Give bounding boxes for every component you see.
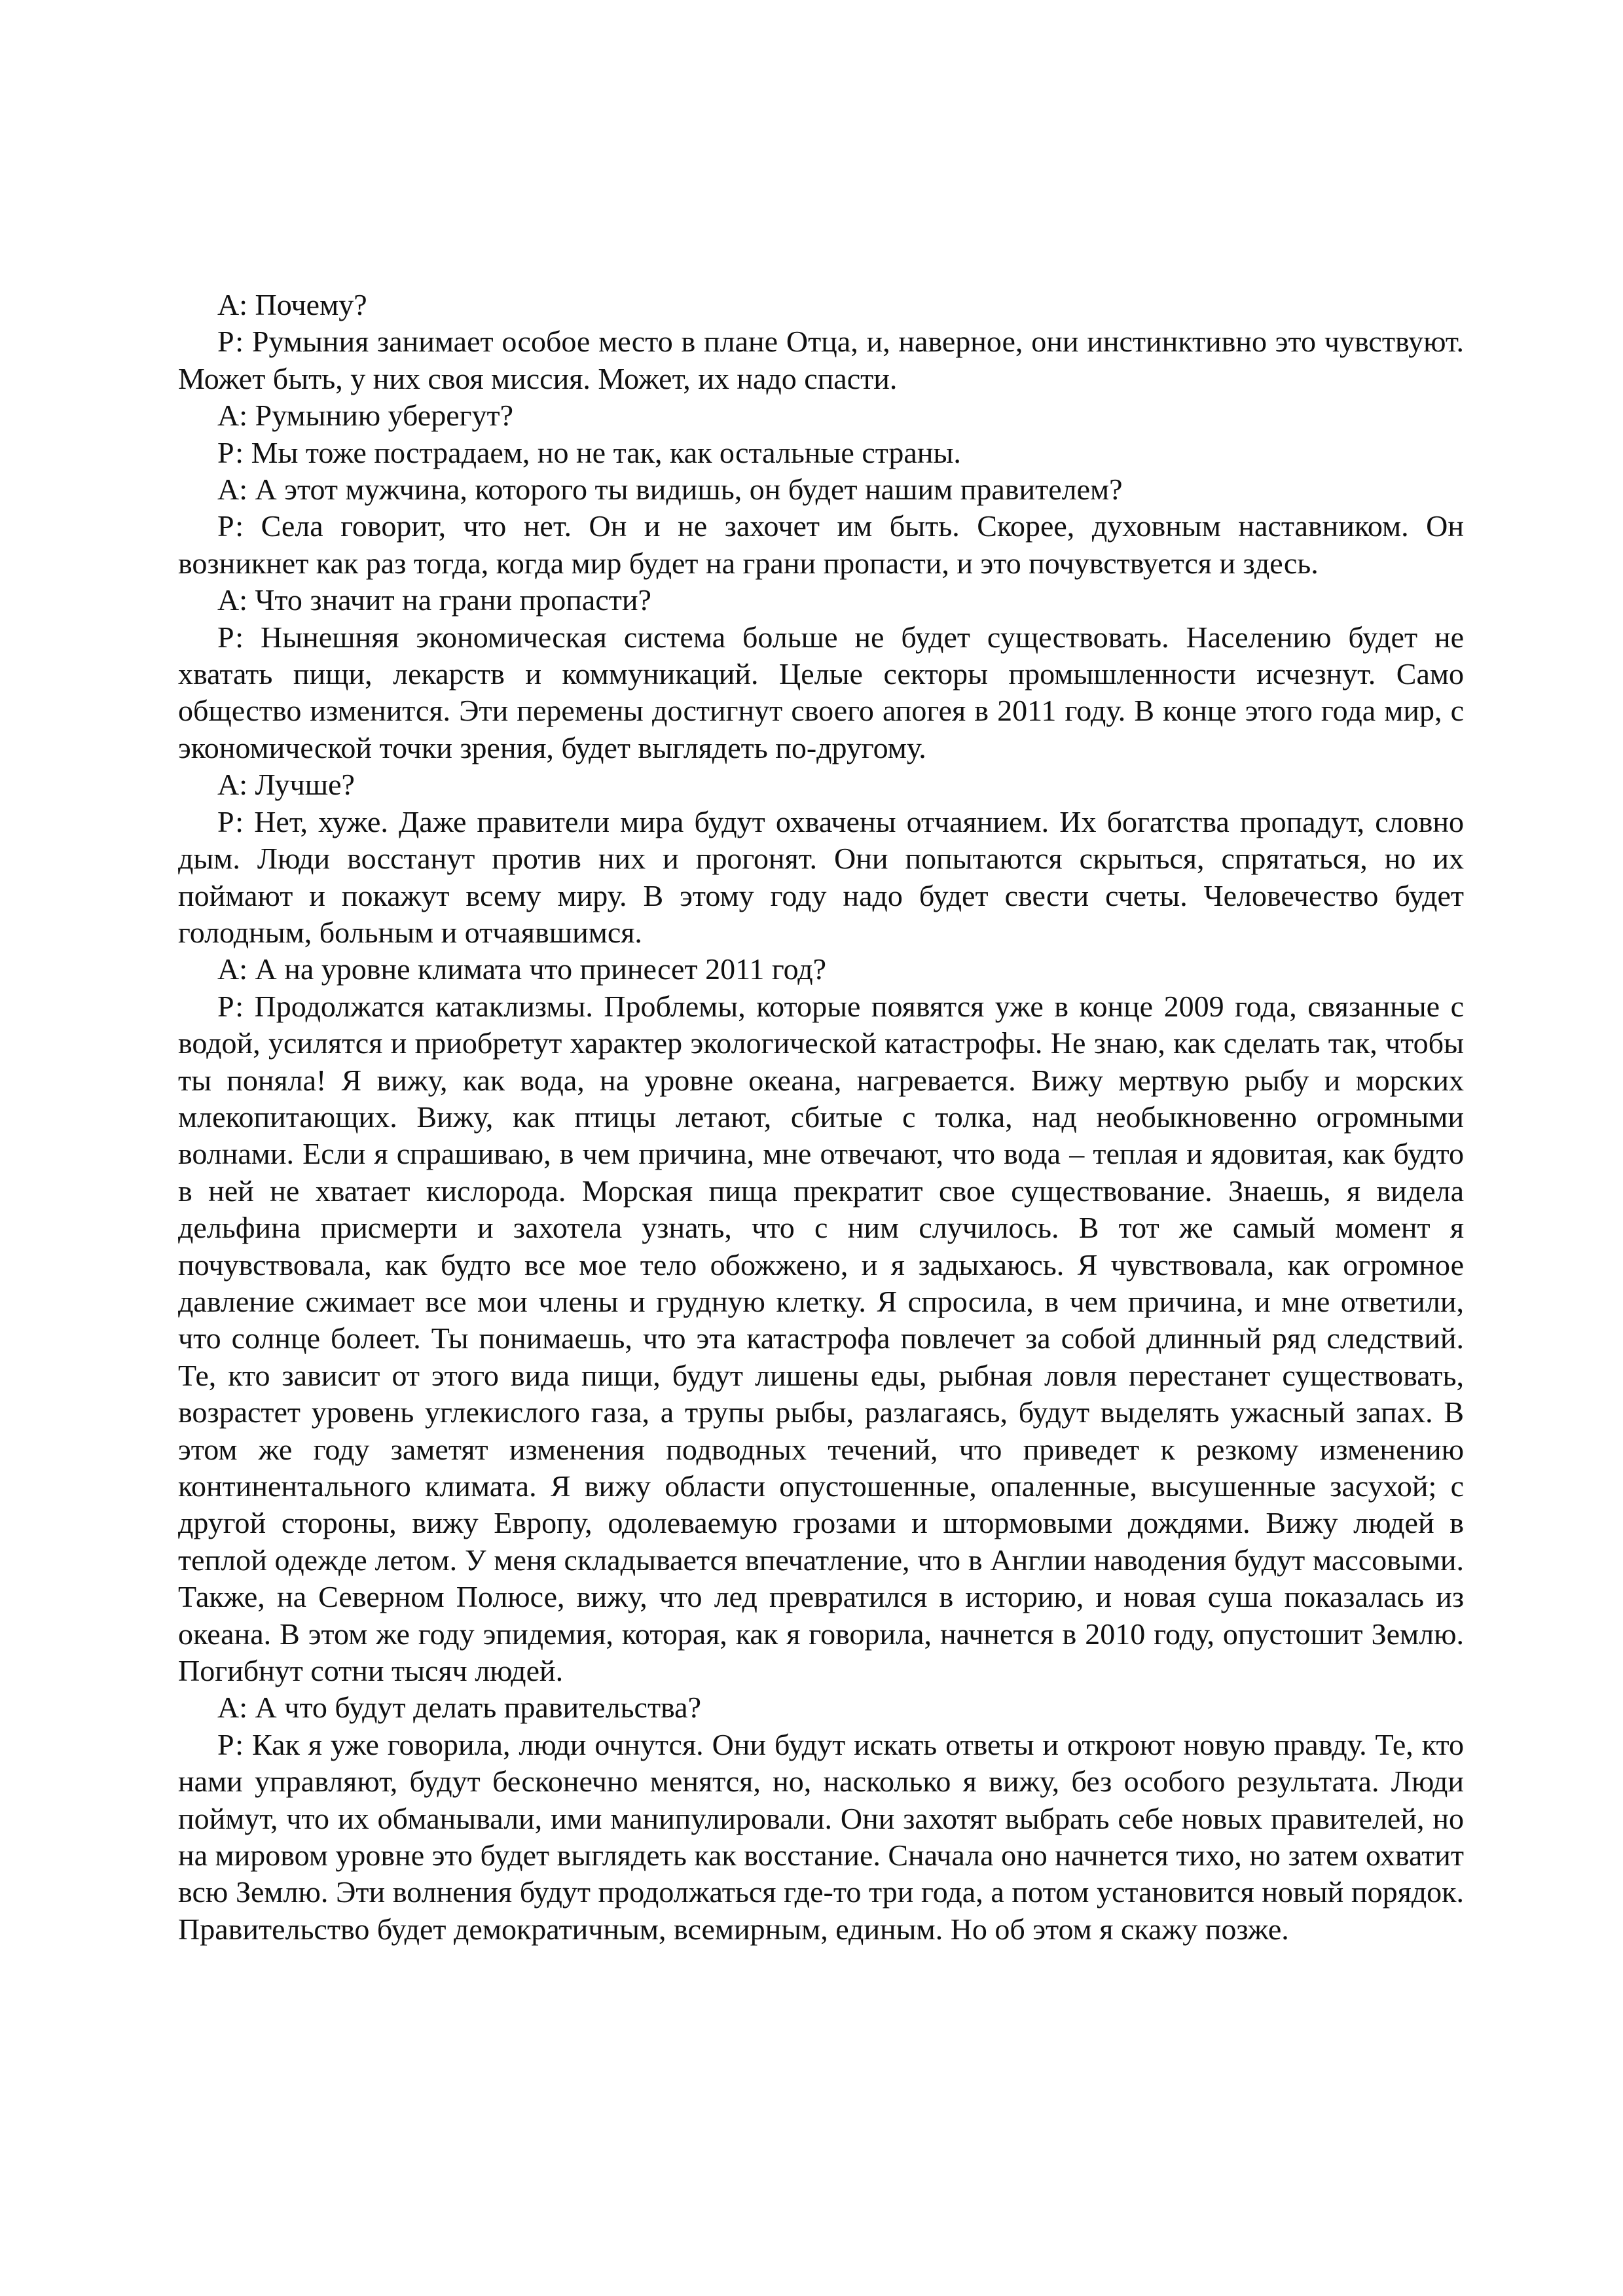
paragraph: А: А что будут делать правительства?: [217, 1691, 701, 1725]
paragraph: А: Румынию уберегут?: [217, 399, 514, 433]
paragraph: А: Почему?: [217, 288, 367, 321]
paragraph: Р: Нынешняя экономическая система больше не будет существовать. Населению будет не хватать пищи, лекарств и коммуникаций. Целые секторы промышленности исчезнут. Само общество изменится. Эти перемены достигнут своего апогея в 2011 году. В конце этого года мир, с экономической точки зрения, будет выглядеть по-другому.: [178, 620, 1464, 764]
paragraph: Р: Румыния занимает особое место в плане Отца, и, наверное, они инстинктивно это чувствуют. Может быть, у них своя миссия. Может, их надо спасти.: [178, 325, 1464, 395]
paragraph: А: Лучше?: [217, 768, 355, 802]
document-body: [178, 287, 1464, 1948]
paragraph: А: А этот мужчина, которого ты видишь, он будет нашим правителем?: [217, 473, 1123, 507]
paragraph: А: А на уровне климата что принесет 2011 год?: [217, 952, 827, 986]
paragraph: Р: Продолжатся катаклизмы. Проблемы, которые появятся уже в конце 2009 года, связанные с водой, усилятся и приобретут характер экологической катастрофы. Не знаю, как сделать так, чтобы ты поняла! Я вижу, как вода, на уровне океана, нагревается. Вижу мертвую рыбу и морских млекопитающих. Вижу, как птицы летают, сбитые с толка, над необыкновенно огромными волнами. Если я спрашиваю, в чем причина, мне отвечают, что вода – теплая и ядовитая, как будто в ней не хватает кислорода. Морская пища прекратит свое существование. Знаешь, я видела дельфина присмерти и захотела узнать, что с ним случилось. В тот же самый момент я почувствовала, как будто все мое тело обожжено, и я задыхаюсь. Я чувствовала, как огромное давление сжимает все мои члены и грудную клетку. Я спросила, в чем причина, и мне ответили, что солнце болеет. Ты понимаешь, что эта катастрофа повлечет за собой длинный ряд следствий. Те, кто зависит от этого вида пищи, будут лишены еды, рыбная ловля перестанет существовать, возрастет уровень углекислого газа, а трупы рыбы, разлагаясь, будут выделять ужасный запах. В этом же году заметят изменения подводных течений, что приведет к резкому изменению континентального климата. Я вижу области опустошенные, опаленные, высушенные засухой; с другой стороны, вижу Европу, одолеваемую грозами и штормовыми дождями. Вижу людей в теплой одежде летом. У меня складывается впечатление, что в Англии наводения будут массовыми. Также, на Северном Полюсе, вижу, что лед превратился в историю, и новая суша показалась из океана. В этом же году эпидемия, которая, как я говорила, начнется в 2010 году, опустошит Землю. Погибнут сотни тысяч людей.: [178, 989, 1464, 1688]
paragraph: Р: Села говорит, что нет. Он и не захочет им быть. Скорее, духовным наставником. Он возникнет как раз тогда, когда мир будет на грани пропасти, и это почувствуется и здесь.: [178, 509, 1464, 580]
paragraph: Р: Как я уже говорила, люди очнутся. Они будут искать ответы и откроют новую правду. Те, кто нами управляют, будут бесконечно менятся, но, насколько я вижу, без особого результата. Люди поймут, что их обманывали, ими манипулировали. Они захотят выбрать себе новых правителей, но на мировом уровне это будет выглядеть как восстание. Сначала оно начнется тихо, но затем охватит всю Землю. Эти волнения будут продолжаться где-то три года, а потом установится новый порядок. Правительство будет демократичным, всемирным, единым. Но об этом я скажу позже.: [178, 1727, 1464, 1946]
paragraph: А: Что значит на грани пропасти?: [217, 583, 651, 617]
paragraph: Р: Нет, хуже. Даже правители мира будут охвачены отчаянием. Их богатства пропадут, словно дым. Люди восстанут против них и прогонят. Они попытаются скрыться, спрятаться, но их поймают и покажут всему миру. В этому году надо будет свести счеты. Человечество будет голодным, больным и отчаявшимся.: [178, 804, 1464, 949]
paragraph: Р: Мы тоже пострадаем, но не так, как остальные страны.: [217, 435, 961, 469]
